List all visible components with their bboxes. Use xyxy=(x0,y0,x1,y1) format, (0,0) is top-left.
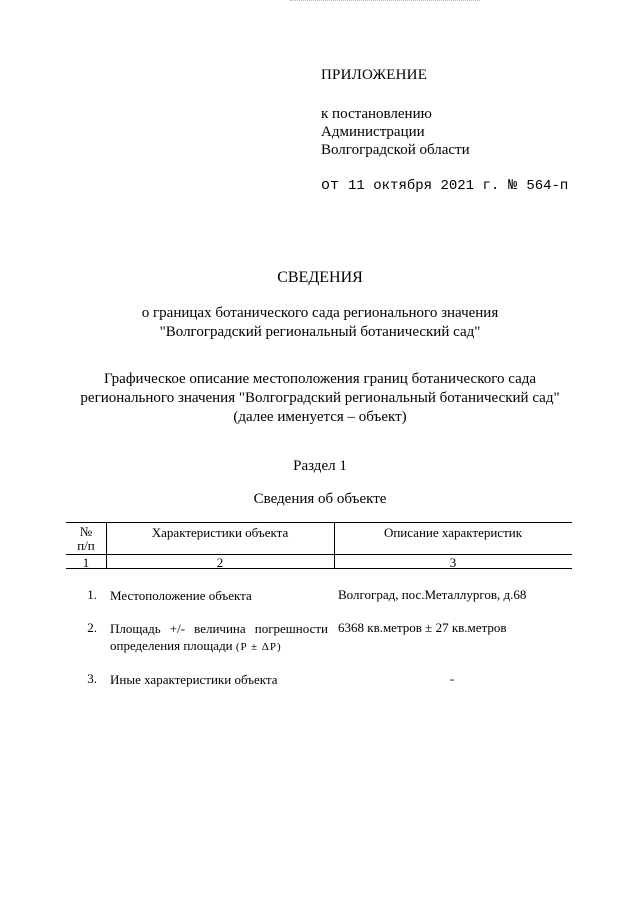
row-2-num: 2. xyxy=(87,620,97,635)
appendix-title: ПРИЛОЖЕНИЕ xyxy=(321,67,428,83)
row-3-num: 3. xyxy=(87,671,97,686)
appendix-line-region: Волгоградской области xyxy=(321,142,470,158)
graphic-line: (далее именуется – объект) xyxy=(233,409,407,425)
row-1-name: Местоположение объекта xyxy=(110,588,252,603)
row-2-name-line-2: определения площади (P ± ΔP) xyxy=(110,638,282,653)
row-3-value: - xyxy=(450,671,455,686)
table-top-border xyxy=(66,522,572,523)
row-1-value: Волгоград, пос.Металлургов, д.68 xyxy=(338,587,527,602)
row-2-name xyxy=(110,620,328,656)
row-2-value: 6368 кв.метров ± 27 кв.метров xyxy=(338,620,507,635)
date-value: 11 октября 2021 г. xyxy=(348,178,500,194)
number-sign: № xyxy=(508,177,518,194)
header-description: Описание характеристик xyxy=(383,525,523,540)
header-num-cell xyxy=(66,525,106,553)
appendix-line-administration: Администрации xyxy=(321,124,425,140)
graphic-line: регионального значения "Волгоградский региональный ботанический сад" xyxy=(80,390,560,406)
col-number: 2 xyxy=(216,555,224,570)
area-formula: (P ± ΔP) xyxy=(235,641,282,653)
row-1-num: 1. xyxy=(87,587,97,602)
header-num-abbr: п/п xyxy=(77,538,95,553)
header-characteristics: Характеристики объекта xyxy=(151,525,289,540)
scan-artifact xyxy=(290,0,480,5)
section-subheading: Сведения об объекте xyxy=(253,491,387,507)
table-header xyxy=(66,522,572,568)
section-heading: Раздел 1 xyxy=(293,458,347,474)
row-3-name: Иные характеристики объекта xyxy=(110,672,278,687)
graphic-description xyxy=(40,370,600,427)
subtitle-line: "Волгоградский региональный ботанический сад" xyxy=(159,324,481,340)
col-number: 3 xyxy=(449,555,457,570)
number-value: 564-п xyxy=(526,178,569,194)
appendix-line-decree: к постановлению xyxy=(321,106,432,122)
subtitle-line: о границах ботанического сада регионального значения xyxy=(141,305,499,321)
document-subtitle xyxy=(40,304,600,342)
date-prefix: от xyxy=(321,177,340,194)
graphic-line: Графическое описание местоположения границ ботанического сада xyxy=(103,371,537,387)
header-num-sign: № xyxy=(79,524,93,539)
document-title: СВЕДЕНИЯ xyxy=(277,269,363,286)
row-2-name-line: Площадь +/- величина погрешности xyxy=(110,621,328,636)
appendix-date-line xyxy=(321,177,568,194)
col-number: 1 xyxy=(82,555,90,570)
